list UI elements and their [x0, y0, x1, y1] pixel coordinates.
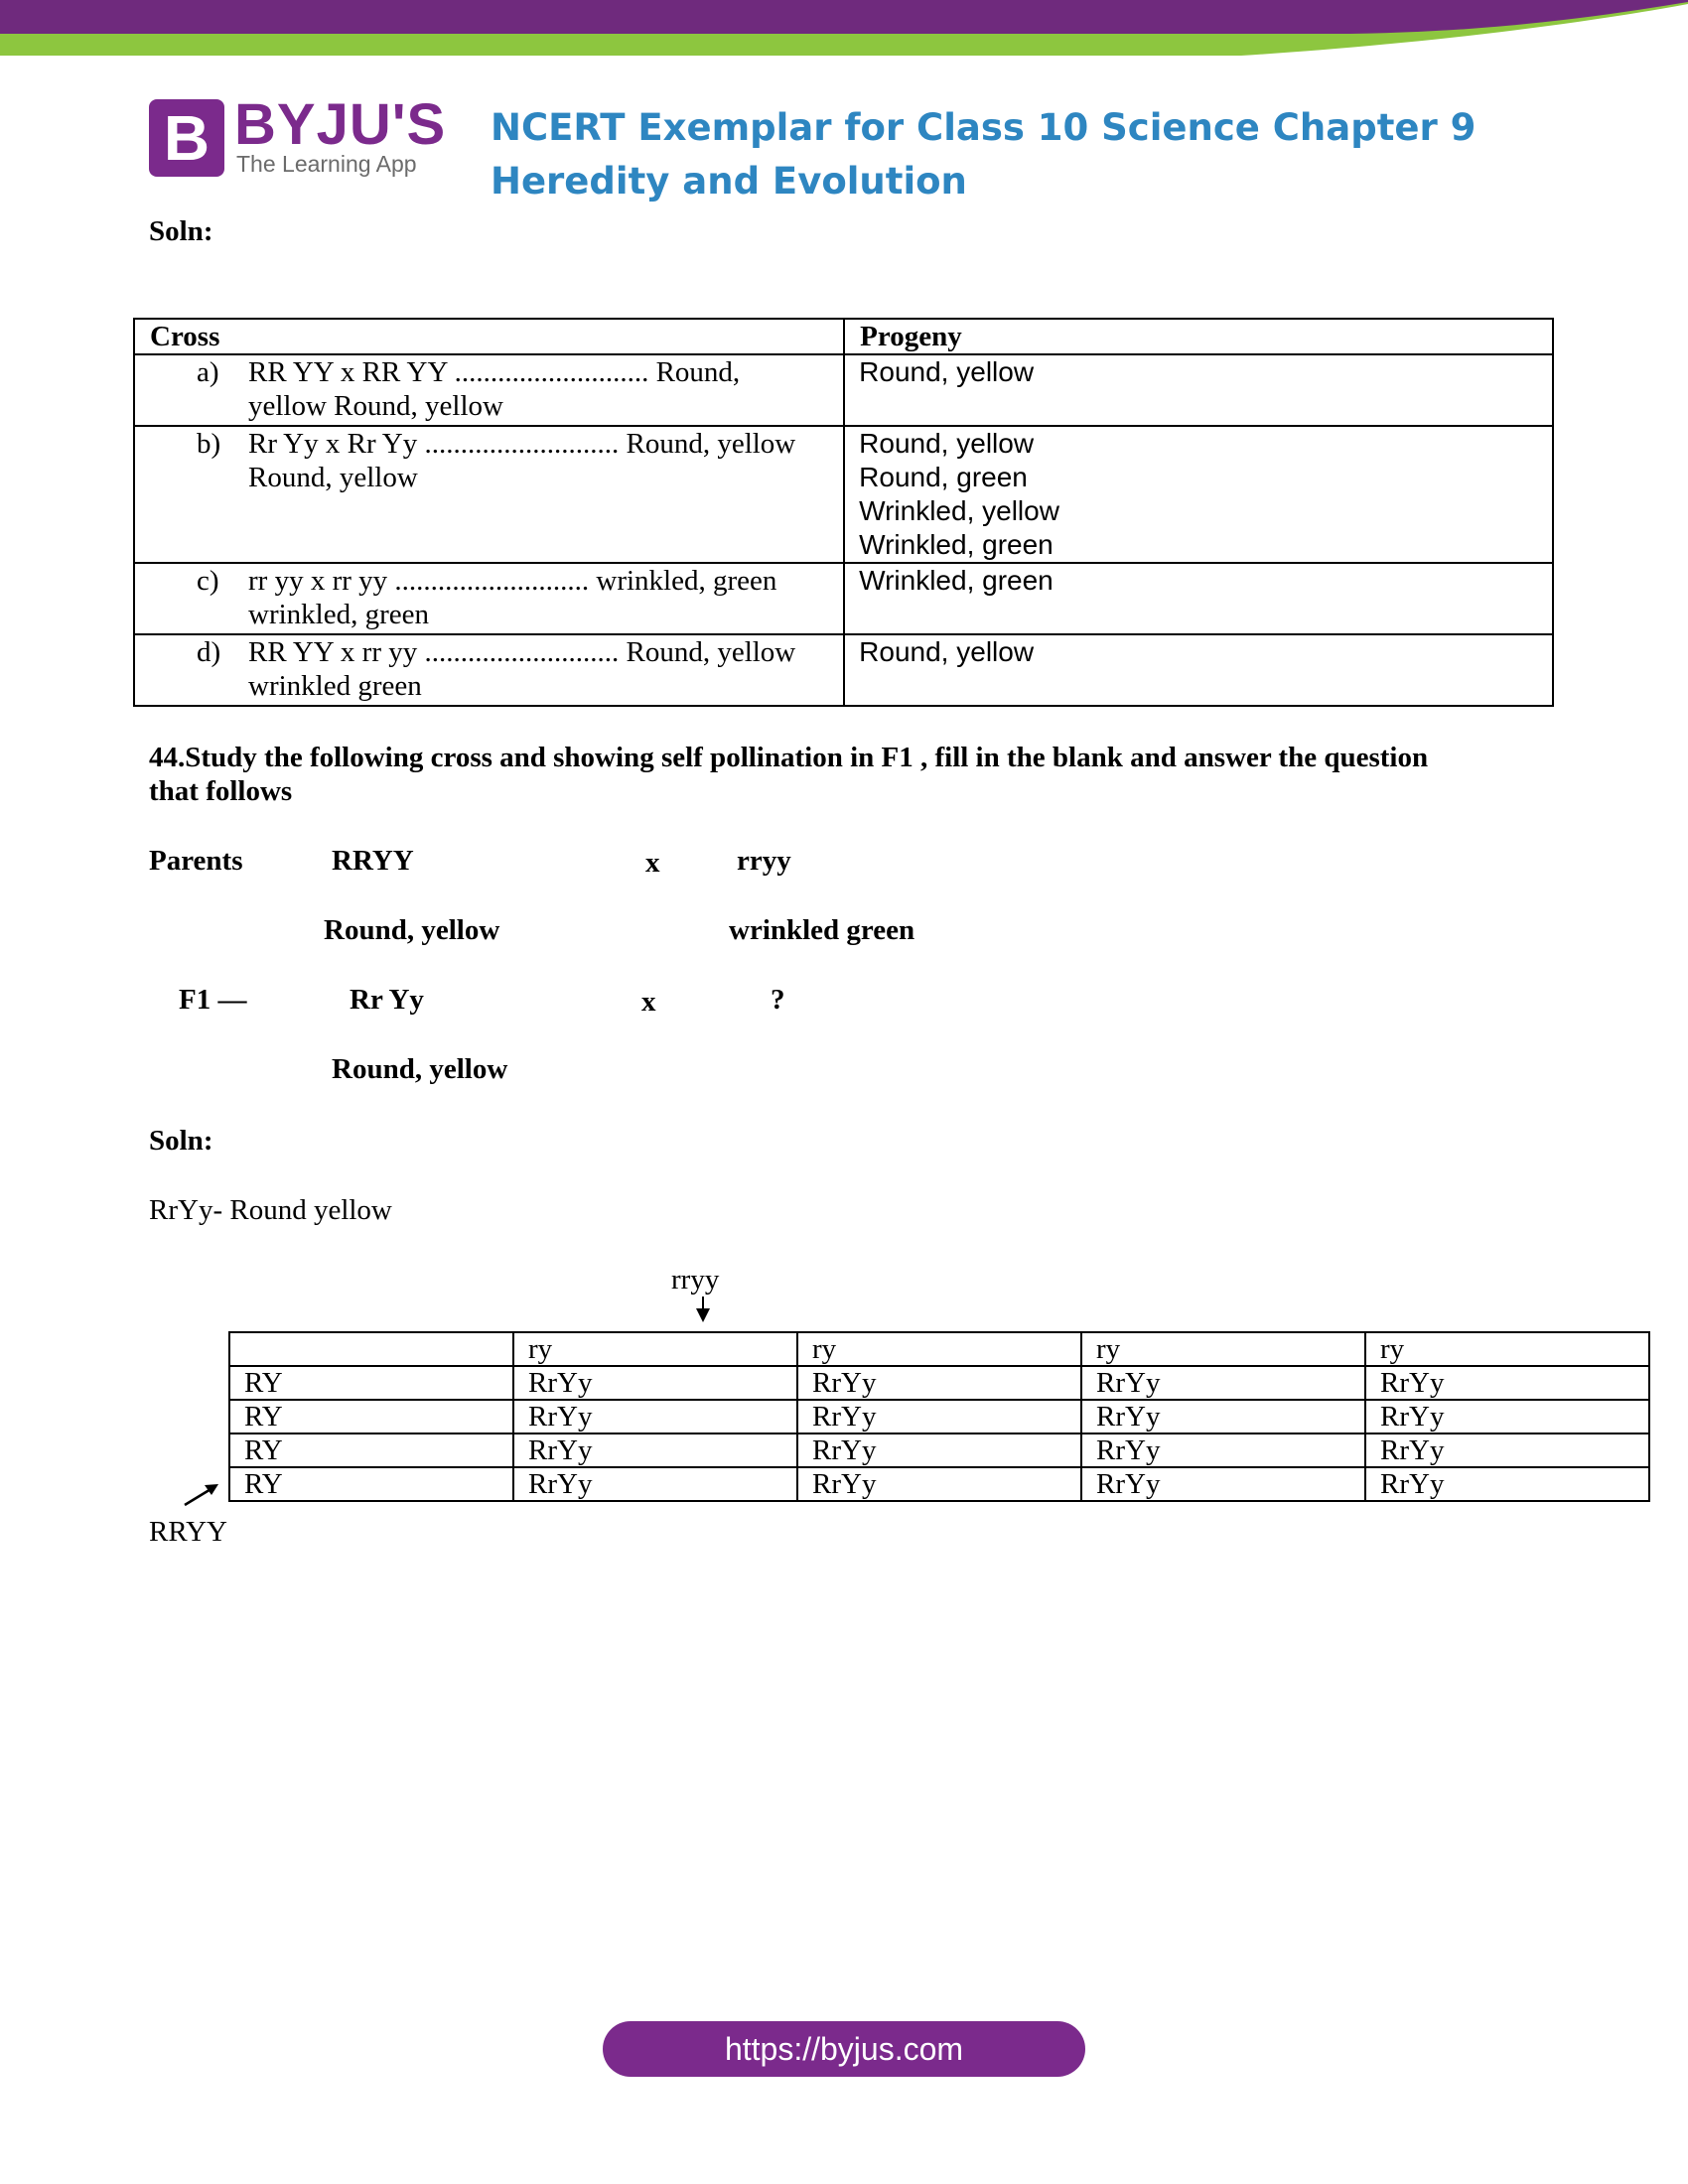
punnett-cell: RrYy: [1081, 1366, 1365, 1400]
table-header-row: [134, 319, 1553, 354]
cross-cell: [134, 426, 844, 563]
diagonal-arrow-icon: [183, 1481, 222, 1507]
parents-label: Parents: [149, 845, 243, 877]
punnett-col-header: ry: [513, 1332, 797, 1366]
table-row: [134, 354, 1553, 426]
progeny-cell: [844, 634, 1553, 706]
punnett-square: [228, 1331, 1650, 1502]
soln-label: Soln:: [149, 215, 213, 247]
down-arrow-icon: [691, 1295, 715, 1324]
progeny-item: Round, yellow: [859, 356, 1035, 387]
progeny-cell: [844, 426, 1553, 563]
punnett-row-header: RY: [229, 1433, 513, 1467]
question-text-line2: that follows: [149, 775, 293, 807]
cross-text: Rr Yy x Rr Yy ........................... Round, yellow Round, yellow: [248, 428, 796, 493]
punnett-cell: RrYy: [1365, 1400, 1649, 1433]
punnett-header-row: [229, 1332, 1649, 1366]
progeny-cell: [844, 354, 1553, 426]
row-letter: b): [197, 428, 221, 460]
table-row: [134, 563, 1553, 634]
punnett-cell: RrYy: [1365, 1433, 1649, 1467]
punnett-row-header: RY: [229, 1467, 513, 1501]
progeny-item: Round, yellow: [859, 428, 1035, 459]
progeny-item: Wrinkled, green: [859, 529, 1054, 560]
progeny-item: Round, green: [859, 462, 1028, 492]
punnett-cell: RrYy: [513, 1366, 797, 1400]
punnett-corner-cell: [229, 1332, 513, 1366]
parent2-phenotype: wrinkled green: [729, 914, 915, 946]
f1-label: F1 —: [179, 984, 247, 1016]
cross-cell: [134, 634, 844, 706]
f1-phenotype: Round, yellow: [332, 1053, 508, 1085]
header-cross: Cross: [134, 319, 844, 354]
page-title: NCERT Exemplar for Class 10 Science Chapter 9 Heredity and Evolution: [491, 106, 1477, 203]
logo-letter: B: [163, 102, 211, 174]
table-row: [134, 426, 1553, 563]
progeny-item: Wrinkled, green: [859, 565, 1054, 596]
f1-genotype: Rr Yy: [350, 984, 424, 1016]
punnett-cell: RrYy: [797, 1467, 1081, 1501]
logo-wordmark: BYJU'S: [234, 92, 447, 157]
cross-text: RR YY x rr yy ........................... Round, yellow wrinkled green: [248, 636, 796, 702]
header-band: [0, 0, 1688, 60]
progeny-item: Wrinkled, yellow: [859, 495, 1059, 526]
parent2-genotype: rryy: [737, 845, 791, 877]
punnett-cell: RrYy: [1081, 1433, 1365, 1467]
punnett-cell: RrYy: [797, 1433, 1081, 1467]
cross-symbol: x: [645, 847, 660, 879]
cross-cell: [134, 354, 844, 426]
answer-text: RrYy- Round yellow: [149, 1194, 392, 1226]
punnett-row-header: RY: [229, 1366, 513, 1400]
row-letter: d): [197, 636, 221, 668]
punnett-row: [229, 1400, 1649, 1433]
punnett-row: [229, 1366, 1649, 1400]
punnett-col-header: ry: [797, 1332, 1081, 1366]
punnett-cell: RrYy: [797, 1400, 1081, 1433]
cross-cell: [134, 563, 844, 634]
logo-tagline: The Learning App: [236, 151, 417, 177]
progeny-cell: [844, 563, 1553, 634]
top-parent-label: rryy: [671, 1264, 720, 1296]
punnett-cell: RrYy: [513, 1400, 797, 1433]
progeny-item: Round, yellow: [859, 636, 1035, 667]
row-letter: c): [197, 565, 219, 597]
header-progeny: Progeny: [844, 319, 1553, 354]
soln-label-2: Soln:: [149, 1125, 213, 1157]
punnett-cell: RrYy: [1365, 1467, 1649, 1501]
punnett-cell: RrYy: [1365, 1366, 1649, 1400]
table-row: [134, 634, 1553, 706]
punnett-cell: RrYy: [513, 1433, 797, 1467]
cross-text: rr yy x rr yy ........................... wrinkled, green wrinkled, green: [248, 565, 777, 630]
f1-cross-symbol: x: [641, 986, 656, 1018]
parent1-genotype: RRYY: [332, 845, 414, 877]
parent1-phenotype: Round, yellow: [324, 914, 500, 946]
punnett-cell: RrYy: [1081, 1467, 1365, 1501]
row-letter: a): [197, 356, 219, 388]
cross-progeny-table: [133, 318, 1554, 707]
cross-text: RR YY x RR YY ........................... Round, yellow Round, yellow: [248, 356, 741, 422]
punnett-col-header: ry: [1081, 1332, 1365, 1366]
punnett-cell: RrYy: [797, 1366, 1081, 1400]
side-parent-label: RRYY: [149, 1516, 227, 1548]
question-text-line1: 44.Study the following cross and showing self pollination in F1 , fill in the blank and answer the question: [149, 742, 1429, 773]
byjus-logo: [149, 92, 447, 183]
logo-mark: [149, 99, 224, 177]
punnett-row: [229, 1467, 1649, 1501]
punnett-col-header: ry: [1365, 1332, 1649, 1366]
punnett-cell: RrYy: [1081, 1400, 1365, 1433]
punnett-row-header: RY: [229, 1400, 513, 1433]
f1-unknown: ?: [771, 984, 785, 1016]
punnett-row: [229, 1433, 1649, 1467]
punnett-cell: RrYy: [513, 1467, 797, 1501]
footer-url-link[interactable]: https://byjus.com: [603, 2021, 1085, 2077]
